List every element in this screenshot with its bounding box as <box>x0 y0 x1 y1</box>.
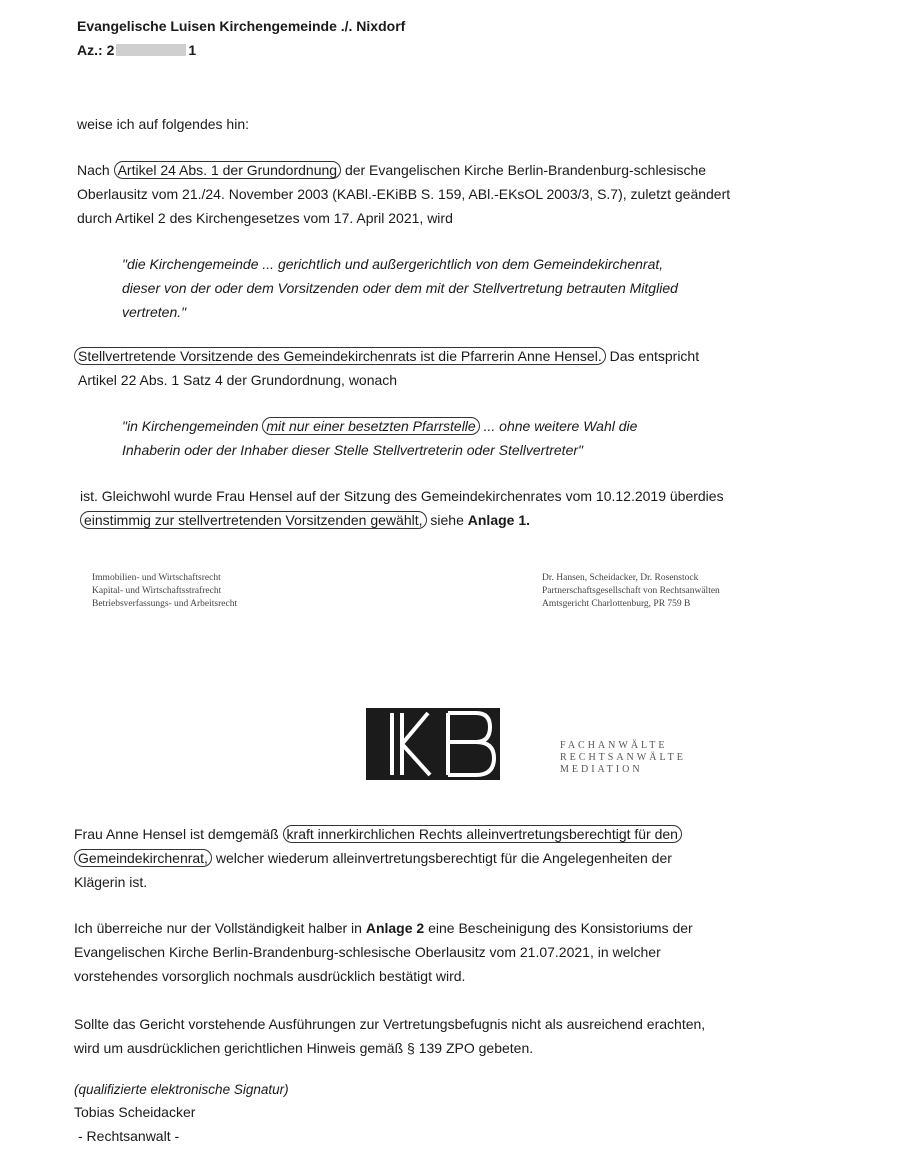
annex-reference: Anlage 2 <box>365 920 425 936</box>
firm-word: MEDIATION <box>560 764 643 775</box>
paragraph-line: Frau Anne Hensel ist demgemäß kraft innerkirchlichen Rechts alleinvertretungsberechtigt für den <box>74 822 774 846</box>
kb-logo-icon <box>366 708 500 780</box>
az-end: 1 <box>188 42 197 58</box>
circled-phrase: mit nur einer besetzten Pfarrstelle <box>262 417 479 435</box>
signature-note: (qualifizierte elektronische Signatur) <box>74 1082 289 1097</box>
circled-phrase: einstimmig zur stellvertretenden Vorsitzenden gewählt, <box>80 511 427 529</box>
az-start: 2 <box>106 42 115 58</box>
letterhead-line: Immobilien- und Wirtschaftsrecht <box>92 573 221 583</box>
signatory-name: Tobias Scheidacker <box>74 1104 196 1120</box>
quote-line: vertreten." <box>122 304 187 320</box>
paragraph-line: durch Artikel 2 des Kirchengesetzes vom 17. April 2021, wird <box>77 210 453 226</box>
paragraph-line: einstimmig zur stellvertretenden Vorsitzenden gewählt, siehe Anlage 1. <box>80 508 810 532</box>
letterhead-line: Partnerschaftsgesellschaft von Rechtsanwälten <box>542 586 720 596</box>
letterhead-line: Amtsgericht Charlottenburg, PR 759 B <box>542 599 691 609</box>
paragraph-line: Gemeindekirchenrat, welcher wiederum alleinvertretungsberechtigt für die Angelegenheiten der <box>74 846 774 870</box>
firm-word: FACHANWÄLTE <box>560 740 668 751</box>
signatory-role: - Rechtsanwalt - <box>78 1128 180 1144</box>
paragraph-court-request <box>74 1012 784 1060</box>
circled-phrase: Stellvertretende Vorsitzende des Gemeindekirchenrats ist die Pfarrerin Anne Hensel. <box>74 347 606 365</box>
redaction-box <box>116 44 186 56</box>
firm-word: RECHTSANWÄLTE <box>560 752 686 763</box>
paragraph-line: vorstehendes vorsorglich nochmals ausdrücklich bestätigt wird. <box>74 968 466 984</box>
firm-logo <box>366 708 500 780</box>
paragraph-line: Oberlausitz vom 21./24. November 2003 (KABl.-EKiBB S. 159, ABl.-EKsOL 2003/3, S.7), zuletzt geändert <box>77 186 731 202</box>
circled-phrase: kraft innerkirchlichen Rechts alleinvertretungsberechtigt für den <box>283 825 682 843</box>
paragraph-line: Klägerin ist. <box>74 874 148 890</box>
paragraph-line: Evangelischen Kirche Berlin-Brandenburg-schlesische Oberlausitz vom 21.07.2021, in welcher <box>74 944 661 960</box>
letterhead-line: Kapital- und Wirtschaftsstrafrecht <box>92 586 222 596</box>
paragraph-line: Stellvertretende Vorsitzende des Gemeindekirchenrats ist die Pfarrerin Anne Hensel. Das entspricht <box>74 344 804 368</box>
paragraph-election <box>80 484 810 532</box>
quotation-block <box>122 252 762 324</box>
letterhead-line: Betriebsverfassungs- und Arbeitsrecht <box>92 599 238 609</box>
quote-line: "die Kirchengemeinde ... gerichtlich und außergerichtlich von dem Gemeindekirchenrat, <box>122 256 664 272</box>
paragraph-line: ist. Gleichwohl wurde Frau Hensel auf der Sitzung des Gemeindekirchenrates vom 10.12.2019 überdies <box>80 488 724 504</box>
paragraph-legal-basis <box>77 158 797 230</box>
intro-line: weise ich auf folgendes hin: <box>77 116 249 132</box>
quote-line: dieser von der oder dem Vorsitzenden oder dem mit der Stellvertretung betrauten Mitglied <box>122 280 678 296</box>
paragraph-line: Artikel 22 Abs. 1 Satz 4 der Grundordnung, wonach <box>78 372 398 388</box>
quotation-block <box>122 414 762 462</box>
letterhead-practice-areas <box>92 572 322 611</box>
case-title: Evangelische Luisen Kirchengemeinde ./. Nixdorf <box>77 18 406 34</box>
paragraph-line: wird um ausdrücklichen gerichtlichen Hinweis gemäß § 139 ZPO gebeten. <box>74 1040 534 1056</box>
letterhead-firm-info <box>542 572 802 611</box>
quote-line: Inhaberin oder der Inhaber dieser Stelle Stellvertreterin oder Stellvertreter" <box>122 442 583 458</box>
case-reference <box>77 42 196 58</box>
paragraph-line: Nach Artikel 24 Abs. 1 der Grundordnung der Evangelischen Kirche Berlin-Brandenburg-schlesische <box>77 162 707 178</box>
firm-descriptor <box>560 740 686 776</box>
paragraph-line: Sollte das Gericht vorstehende Ausführungen zur Vertretungsbefugnis nicht als ausreichend erachten, <box>74 1016 706 1032</box>
paragraph-line: Ich überreiche nur der Vollständigkeit halber in Anlage 2 eine Bescheinigung des Konsistoriums der <box>74 920 693 936</box>
paragraph-deputy-chair <box>74 344 804 392</box>
az-label: Az.: <box>77 42 103 58</box>
paragraph-annex-2 <box>74 916 774 988</box>
circled-phrase: Artikel 24 Abs. 1 der Grundordnung <box>114 161 341 179</box>
annex-reference: Anlage 1. <box>467 512 531 528</box>
circled-phrase: Gemeindekirchenrat, <box>74 849 212 867</box>
quote-line: "in Kirchengemeinden mit nur einer besetzten Pfarrstelle ... ohne weitere Wahl die <box>122 418 638 434</box>
letterhead-line: Dr. Hansen, Scheidacker, Dr. Rosenstock <box>542 573 699 583</box>
paragraph-representation <box>74 822 774 894</box>
